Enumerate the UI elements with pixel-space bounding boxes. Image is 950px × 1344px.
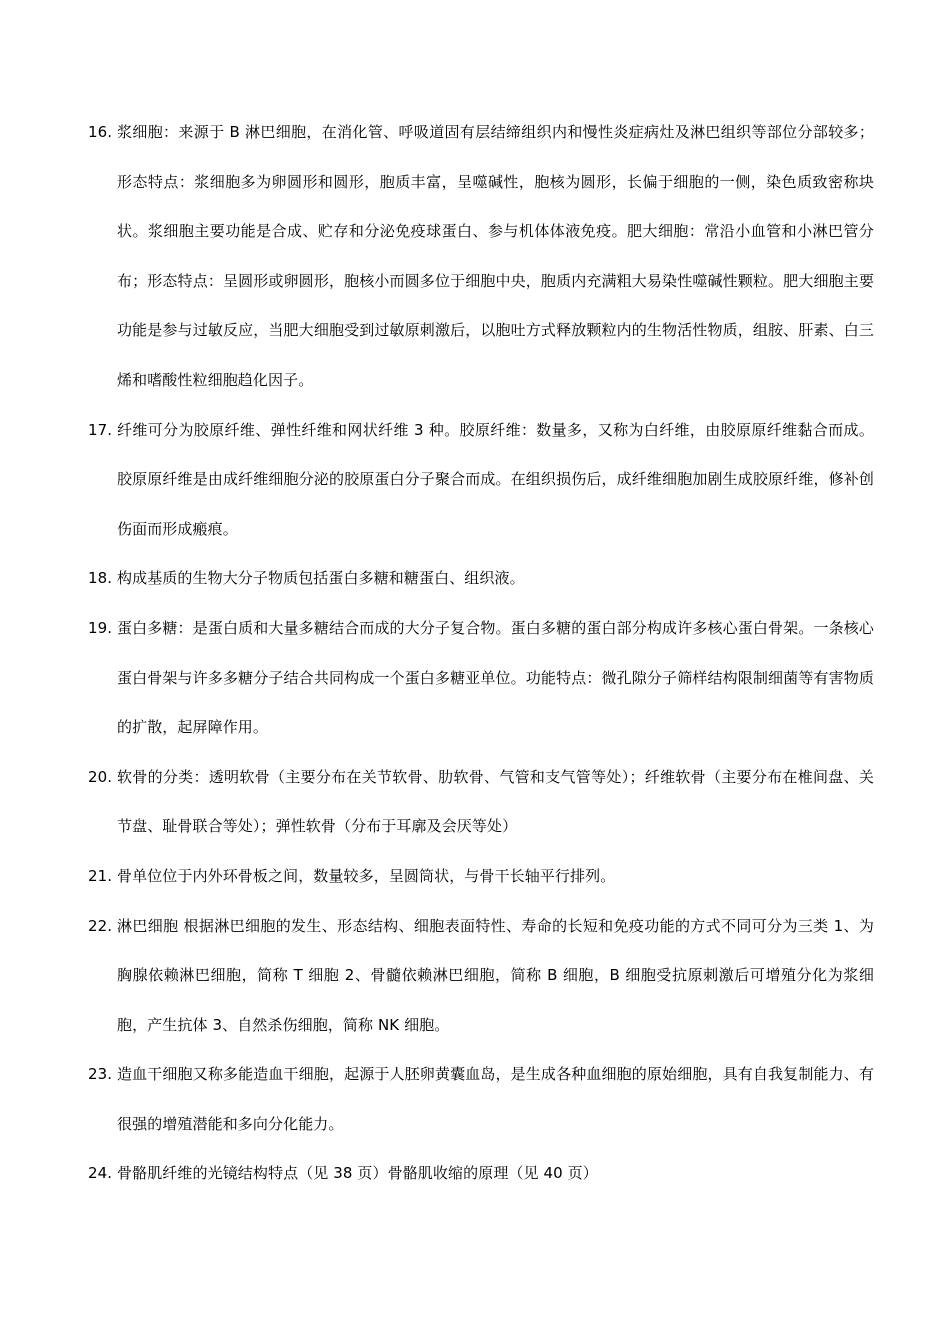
notes-list	[88, 108, 874, 1199]
item-number: 17.	[88, 420, 113, 439]
item-number: 22.	[88, 916, 113, 935]
item-text: 造血干细胞又称多能造血干细胞，起源于人胚卵黄囊血岛，是生成各种血细胞的原始细胞，具有自我复制能力、有很强的增殖潜能和多向分化能力。	[117, 1065, 874, 1133]
list-item-23	[88, 1050, 874, 1149]
list-item-20	[88, 753, 874, 852]
item-number: 18.	[88, 569, 113, 588]
item-text: 骨骼肌纤维的光镜结构特点（见 38 页）骨骼肌收缩的原理（见 40 页）	[117, 1164, 598, 1183]
list-item-24	[88, 1149, 874, 1199]
list-item-22	[88, 902, 874, 1051]
item-number: 19.	[88, 618, 113, 637]
item-text: 淋巴细胞 根据淋巴细胞的发生、形态结构、细胞表面特性、寿命的长短和免疫功能的方式不同可分为三类 1、为胸腺依赖淋巴细胞，简称 T 细胞 2、骨髓依赖淋巴细胞，简称 B 细胞，B 细胞受抗原刺激后可增殖分化为浆细胞，产生抗体 3、自然杀伤细胞，简称 NK 细胞。	[117, 916, 874, 1034]
list-item-17	[88, 406, 874, 555]
item-text: 浆细胞：来源于 B 淋巴细胞，在消化管、呼吸道固有层结缔组织内和慢性炎症病灶及淋巴组织等部位分部较多；形态特点：浆细胞多为卵圆形和圆形，胞质丰富，呈噬碱性，胞核为圆形，长偏于细胞的一侧，染色质致密称块状。浆细胞主要功能是合成、贮存和分泌免疫球蛋白、参与机体体液免疫。肥大细胞：常沿小血管和小淋巴管分布；形态特点：呈圆形或卵圆形，胞核小而圆多位于细胞中央，胞质内充满粗大易染性噬碱性颗粒。肥大细胞主要功能是参与过敏反应，当肥大细胞受到过敏原刺激后，以胞吐方式释放颗粒内的生物活性物质，组胺、肝素、白三烯和嗜酸性粒细胞趋化因子。	[117, 123, 874, 389]
list-item-16	[88, 108, 874, 406]
item-text: 软骨的分类：透明软骨（主要分布在关节软骨、肋软骨、气管和支气管等处）；纤维软骨（主要分布在椎间盘、关节盘、耻骨联合等处）；弹性软骨（分布于耳廓及会厌等处）	[117, 767, 874, 836]
item-number: 24.	[88, 1164, 113, 1183]
item-number: 21.	[88, 866, 113, 885]
item-text: 构成基质的生物大分子物质包括蛋白多糖和糖蛋白、组织液。	[117, 569, 525, 588]
item-number: 23.	[88, 1065, 113, 1084]
list-item-21	[88, 852, 874, 902]
item-number: 20.	[88, 767, 113, 786]
item-text: 骨单位位于内外环骨板之间，数量较多，呈圆筒状，与骨干长轴平行排列。	[117, 866, 616, 885]
item-text: 纤维可分为胶原纤维、弹性纤维和网状纤维 3 种。胶原纤维：数量多，又称为白纤维，由胶原原纤维黏合而成。胶原原纤维是由成纤维细胞分泌的胶原蛋白分子聚合而成。在组织损伤后，成纤维细胞加剧生成胶原纤维，修补创伤面而形成瘢痕。	[117, 420, 874, 538]
list-item-18	[88, 554, 874, 604]
item-number: 16.	[88, 123, 113, 141]
list-item-19	[88, 604, 874, 753]
item-text: 蛋白多糖：是蛋白质和大量多糖结合而成的大分子复合物。蛋白多糖的蛋白部分构成许多核心蛋白骨架。一条核心蛋白骨架与许多多糖分子结合共同构成一个蛋白多糖亚单位。功能特点：微孔隙分子筛样结构限制细菌等有害物质的扩散，起屏障作用。	[117, 618, 874, 737]
